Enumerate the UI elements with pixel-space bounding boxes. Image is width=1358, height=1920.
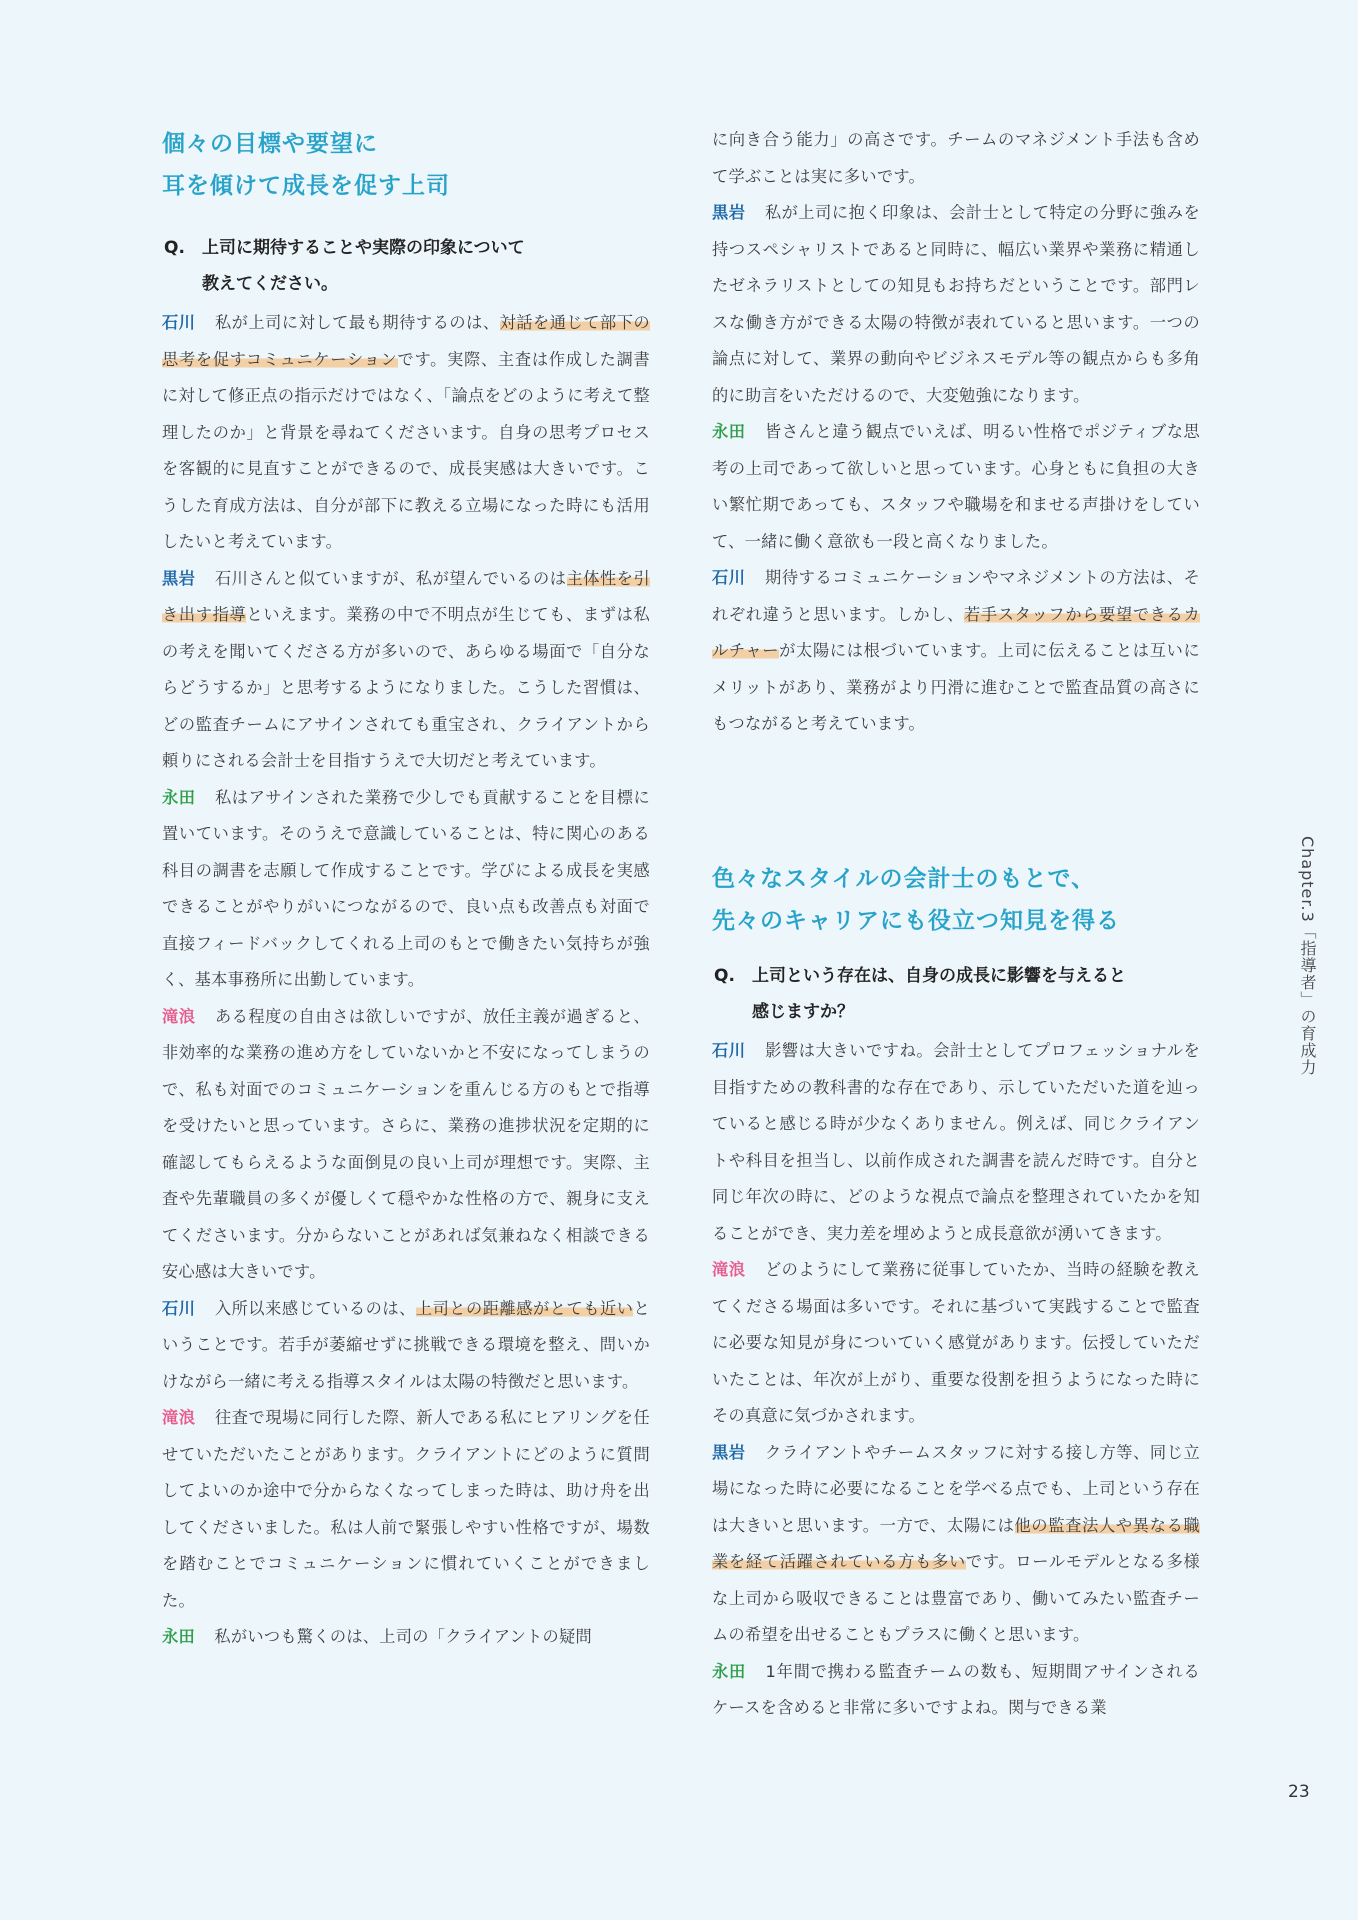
right-question (712, 958, 1212, 1030)
speaker-name: 石川 (712, 568, 746, 587)
paragraph-text: 影響は大きいですね。会計士としてプロフェッショナルを目指すための教科書的な存在であり、示していただいた道を辿っていると感じる時が少なくありません。例えば、同じクライアントや科目を担当し、以前作成された調書を読んだ時です。自分と同じ年次の時に、どのような視点で論点を整理されていたかを知ることができ、実力差を埋めようと成長意欲が湧いてきます。 (712, 1041, 1200, 1243)
question-mark: Q. (714, 966, 735, 986)
paragraph-ishikawa-4 (712, 1033, 1200, 1252)
paragraph-text: が太陽には根づいています。上司に伝えることは互いにメリットがあり、業務がより円滑に進むことで監査品質の高さにもつながると考えています。 (712, 641, 1201, 733)
right-question-line2: 感じますか？ (752, 1002, 854, 1022)
speaker-name: 黒岩 (712, 203, 746, 222)
paragraph-takinami-3 (712, 1252, 1200, 1435)
chapter-side-label: Chapter.3「指導者」の育成力 (1298, 836, 1317, 1076)
paragraph-text: どのようにして業務に従事していたか、当時の経験を教えてくださる場面は多いです。それに基づいて実践することで監査に必要な知見が身についていく感覚があります。伝授していただいたことは、年次が上がり、重要な役割を担うようになった時にその真意に気づかされます。 (712, 1260, 1200, 1425)
highlighted-phrase: 他の監査法人や異なる職業を経て活躍されている方も多い (712, 1515, 1200, 1571)
speaker-name: 滝浪 (162, 1408, 196, 1427)
paragraph-text: ある程度の自由さは欲しいですが、放任主義が過ぎると、非効率的な業務の進め方をしていないかと不安になってしまうので、私も対面でのコミュニケーションを重んじる方のもとで指導を受けたいと思っています。さらに、業務の進捗状況を定期的に確認してもらえるような面倒見の良い上司が理想です。実際、主査や先輩職員の多くが優しくて穏やかな性格の方で、親身に支えてくださいます。分からないことがあれば気兼ねなく相談できる安心感は大きいです。 (162, 1006, 650, 1281)
left-question (162, 230, 662, 302)
paragraph-text: といえます。業務の中で不明点が生じても、まずは私の考えを聞いてくださる方が多いので、あらゆる場面で「自分ならどうするか」と思考するようになりました。こうした習慣は、どの監査チームにアサインされても重宝され、クライアントから頼りにされる会計士を目指すうえで大切だと考えています。 (162, 605, 651, 770)
highlighted-phrase: 若手スタッフから要望できるカルチャー (712, 604, 1201, 660)
paragraph-text: 私がいつも驚くのは、上司の「クライアントの疑問 (214, 1627, 593, 1646)
paragraph-kuroiwa-3 (712, 1435, 1200, 1654)
paragraph-takinami-1 (162, 999, 650, 1291)
paragraph-nagata-4 (712, 1654, 1200, 1727)
left-question-line2: 教えてください。 (202, 274, 338, 294)
paragraph-ishikawa-3 (712, 560, 1200, 743)
left-heading-line1: 個々の目標や要望に (162, 131, 378, 157)
right-question-line1: 上司という存在は、自身の成長に影響を与えると (752, 966, 1126, 986)
right-section-heading (712, 858, 1212, 942)
paragraph-nagata-1 (162, 780, 650, 999)
paragraph-text: 1年間で携わる監査チームの数も、短期間アサインされるケースを含めると非常に多いですよね。関与できる業 (712, 1661, 1200, 1717)
paragraph-text: 皆さんと違う観点でいえば、明るい性格でポジティブな思考の上司であって欲しいと思っています。心身ともに負担の大きい繁忙期であっても、スタッフや職場を和ませる声掛けをしていて、一緒に働く意欲も一段と高くなりました。 (712, 422, 1200, 551)
right-heading-line1: 色々なスタイルの会計士のもとで、 (712, 866, 1096, 892)
paragraph-ishikawa-2 (162, 1291, 650, 1401)
highlighted-phrase: 主体性を引き出す指導 (162, 568, 651, 624)
paragraph-kuroiwa-1 (162, 561, 650, 780)
paragraph-text: に向き合う能力」の高さです。チームのマネジメント手法も含めて学ぶことは実に多いです。 (712, 130, 1200, 186)
paragraph-text: 私が上司に抱く印象は、会計士として特定の分野に強みを持つスペシャリストであると同時に、幅広い業界や業務に精通したゼネラリストとしての知見もお持ちだということです。部門レスな働き方ができる太陽の特徴が表れていると思います。一つの論点に対して、業界の動向やビジネスモデル等の観点からも多角的に助言をいただけるので、大変勉強になります。 (712, 203, 1200, 405)
paragraph-text: 期待するコミュニケーションやマネジメントの方法は、それぞれ違うと思います。しかし、 (712, 568, 1201, 624)
highlighted-phrase: 上司との距離感がとても近い (415, 1298, 634, 1318)
speaker-name: 永田 (162, 787, 196, 807)
left-section-heading (162, 123, 662, 207)
paragraph-ishikawa-1 (162, 305, 650, 561)
right-heading-line2: 先々のキャリアにも役立つ知見を得る (712, 908, 1120, 934)
paragraph-text: 往査で現場に同行した際、新人である私にヒアリングを任せていただいたことがあります。クライアントにどのように質問してよいのか途中で分からなくなってしまった時は、助け舟を出してくださいました。私は人前で緊張しやすい性格ですが、場数を踏むことでコミュニケーションに慣れていくことができました。 (162, 1408, 650, 1610)
paragraph-text: 私が上司に対して最も期待するのは、 (214, 313, 500, 332)
speaker-name: 黒岩 (712, 1442, 746, 1462)
speaker-name: 石川 (162, 1298, 196, 1318)
left-question-line1: 上司に期待することや実際の印象について (202, 238, 525, 258)
paragraph-text: ということです。若手が萎縮せずに挑戦できる環境を整え、問いかけながら一緒に考える指導スタイルは太陽の特徴だと思います。 (162, 1298, 650, 1391)
highlighted-phrase: 対話を通じて部下の思考を促すコミュニケーション (162, 313, 650, 369)
left-heading-line2: 耳を傾けて成長を促す上司 (162, 173, 450, 199)
left-body (162, 305, 650, 1656)
speaker-name: 黒岩 (162, 568, 196, 588)
paragraph-takinami-2 (162, 1400, 650, 1619)
paragraph-text: 私はアサインされた業務で少しでも貢献することを目標に置いています。そのうえで意識していることは、特に関心のある科目の調書を志願して作成することです。学びによる成長を実感できることがやりがいにつながるので、良い点も改善点も対面で直接フィードバックしてくれる上司のもとで働きたい気持ちが強く、基本事務所に出勤しています。 (162, 787, 650, 989)
speaker-name: 永田 (162, 1627, 195, 1646)
paragraph-kuroiwa-2 (712, 195, 1200, 414)
speaker-name: 滝浪 (712, 1260, 746, 1279)
right-body-bottom (712, 1033, 1200, 1727)
paragraph-text: です。実際、主査は作成した調書に対して修正点の指示だけではなく、「論点をどのように考えて整理したのか」と背景を尋ねてくださいます。自身の思考プロセスを客観的に見直すことができるので、成長実感は大きいです。こうした育成方法は、自分が部下に教える立場になった時にも活用したいと考えています。 (162, 349, 650, 551)
paragraph-text: クライアントやチームスタッフに対する接し方等、同じ立場になった時に必要になることを学べる点でも、上司という存在は大きいと思います。一方で、太陽には (712, 1442, 1200, 1535)
page-number: 23 (1288, 1782, 1310, 1802)
paragraph-nagata-2 (162, 1619, 650, 1656)
paragraph-text: 石川さんと似ていますが、私が望んでいるのは (214, 568, 567, 588)
paragraph-text: 入所以来感じているのは、 (214, 1298, 416, 1318)
speaker-name: 永田 (712, 422, 746, 441)
paragraph-text: です。ロールモデルとなる多様な上司から吸収できることは豊富であり、働いてみたい監査チームの希望を出せることもプラスに働くと思います。 (712, 1552, 1200, 1644)
paragraph-continued (712, 122, 1200, 195)
right-body-top (712, 122, 1200, 743)
speaker-name: 石川 (162, 313, 196, 332)
question-mark: Q. (164, 238, 185, 258)
speaker-name: 滝浪 (162, 1006, 196, 1026)
paragraph-nagata-3 (712, 414, 1200, 560)
speaker-name: 永田 (712, 1661, 747, 1681)
speaker-name: 石川 (712, 1041, 746, 1060)
